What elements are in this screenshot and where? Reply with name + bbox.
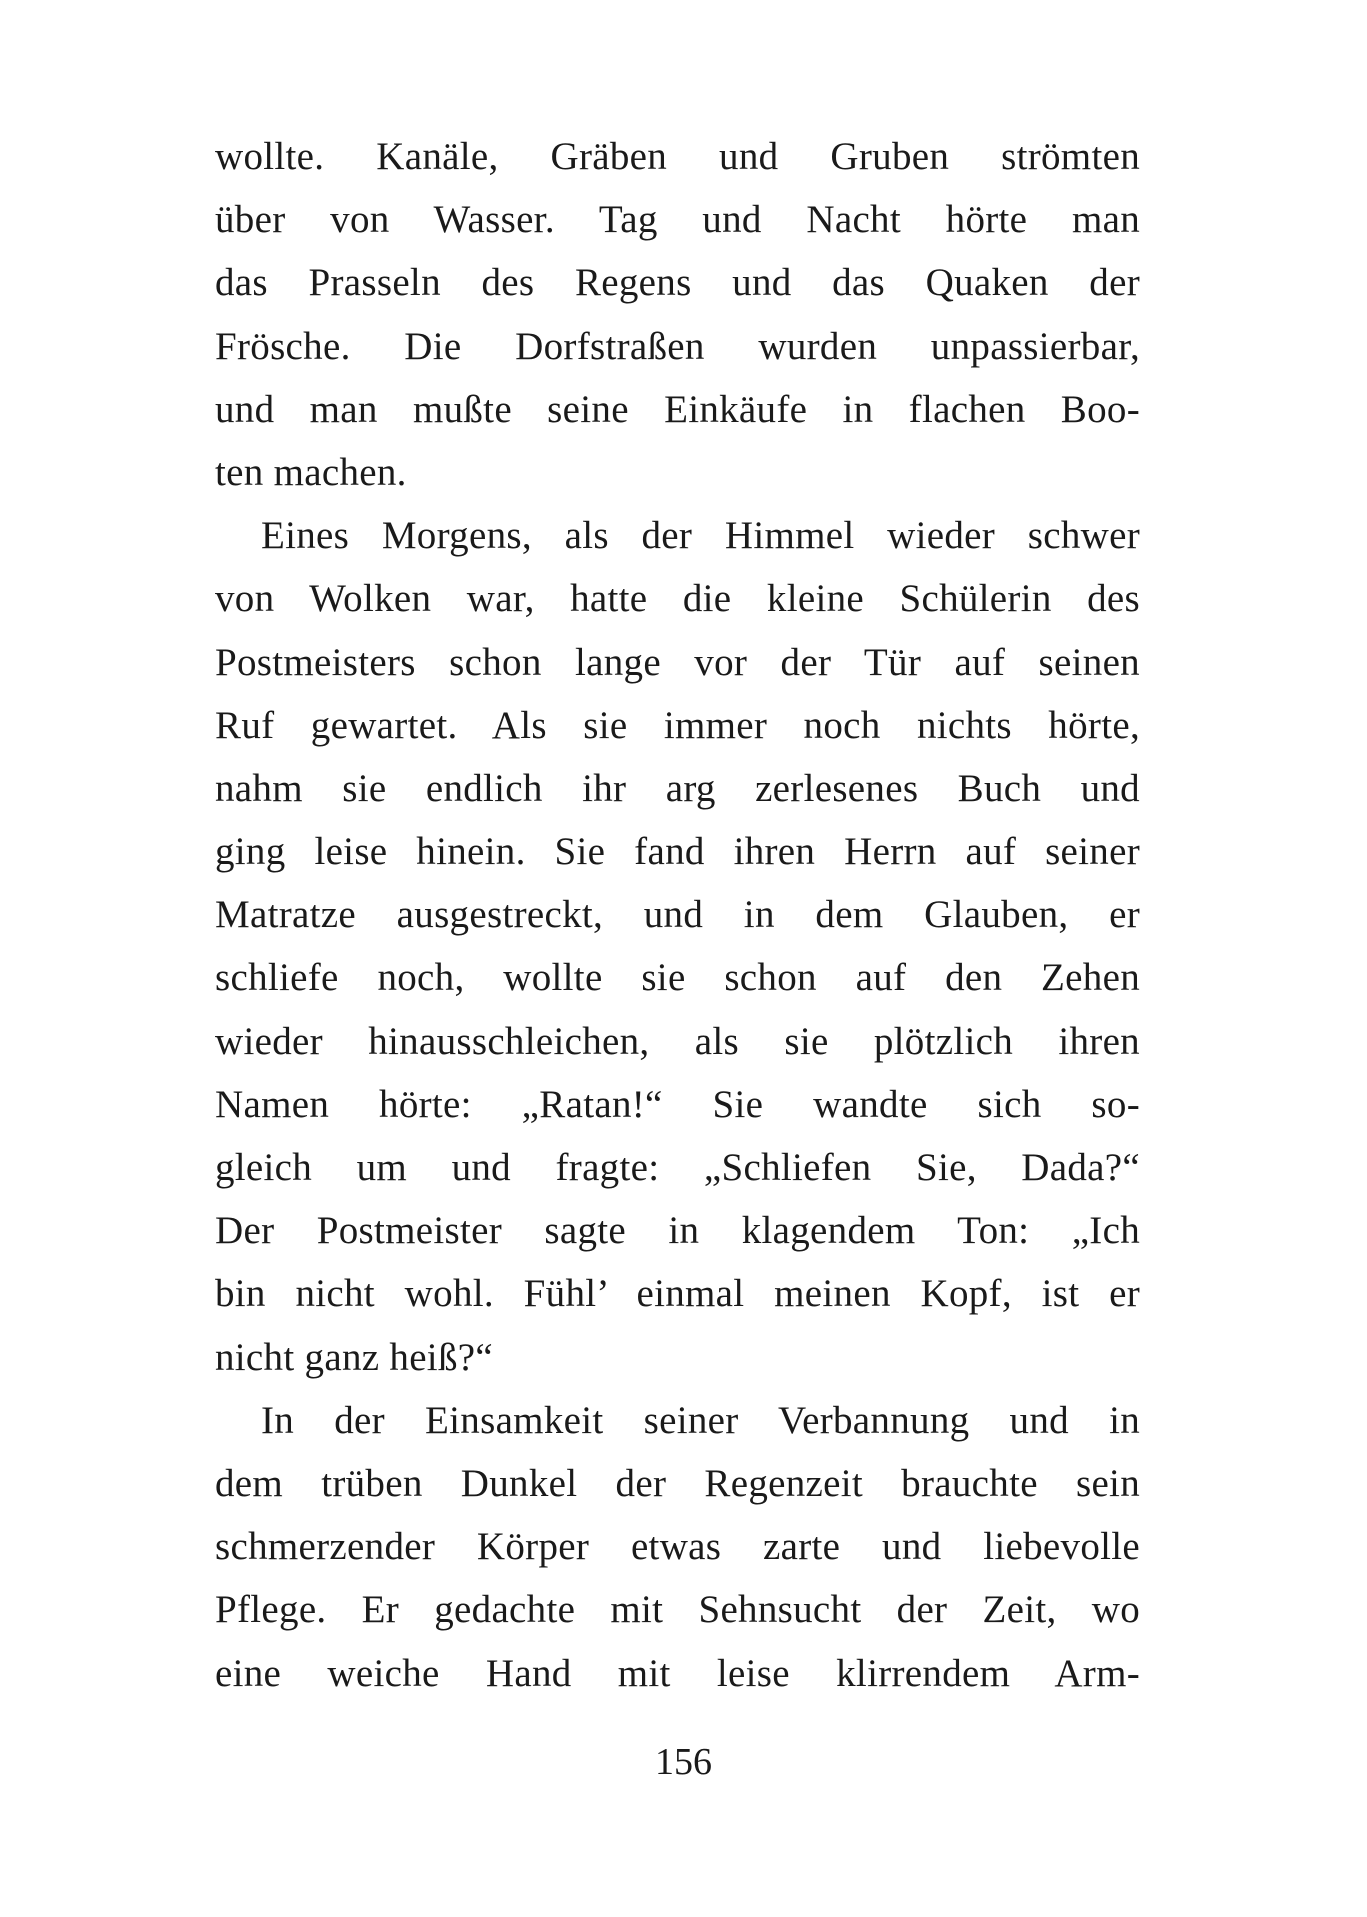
paragraph [215,1389,1140,1705]
text-line: nicht ganz heiß?“ [215,1335,493,1379]
text-line: Der Postmeister sagte in klagendem Ton: „Ich [215,1209,1140,1253]
text-line: schliefe noch, wollte sie schon auf den Zehen [215,956,1140,1000]
text-line: und man mußte seine Einkäufe in flachen Boo- [215,387,1140,431]
text-line: nahm sie endlich ihr arg zerlesenes Buch und [215,766,1140,810]
paragraph [215,125,1140,504]
text-line: Frösche. Die Dorfstraßen wurden unpassierbar, [215,324,1140,368]
paragraph [215,504,1140,1389]
text-line: Namen hörte: „Ratan!“ Sie wandte sich so- [215,1082,1140,1126]
text-line: wieder hinausschleichen, als sie plötzlich ihren [215,1019,1140,1063]
text-line: Matratze ausgestreckt, und in dem Glauben, er [215,893,1140,937]
text-line: Pflege. Er gedachte mit Sehnsucht der Zeit, wo [215,1588,1140,1632]
text-line: ten machen. [215,450,407,494]
page-number: 156 [655,1741,712,1783]
text-line: gleich um und fragte: „Schliefen Sie, Dada?“ [215,1146,1140,1189]
text-line: eine weiche Hand mit leise klirrendem Arm- [215,1651,1140,1695]
text-line: über von Wasser. Tag und Nacht hörte man [215,198,1140,242]
text-line: Eines Morgens, als der Himmel wieder schwer [261,514,1140,558]
text-line: In der Einsamkeit seiner Verbannung und in [261,1398,1140,1442]
text-line: bin nicht wohl. Fühl’ einmal meinen Kopf, ist er [215,1272,1140,1316]
text-line: dem trüben Dunkel der Regenzeit brauchte sein [215,1461,1140,1505]
text-line: das Prasseln des Regens und das Quaken der [215,261,1140,305]
text-line: ging leise hinein. Sie fand ihren Herrn auf seiner [215,830,1140,874]
text-line: Ruf gewartet. Als sie immer noch nichts hörte, [215,703,1140,747]
text-line: Postmeisters schon lange vor der Tür auf seinen [215,640,1140,684]
text-line: von Wolken war, hatte die kleine Schülerin des [215,577,1140,621]
text-line: schmerzender Körper etwas zarte und liebevolle [215,1525,1140,1569]
text-line: wollte. Kanäle, Gräben und Gruben strömten [215,135,1140,178]
page-body [215,125,1140,1705]
